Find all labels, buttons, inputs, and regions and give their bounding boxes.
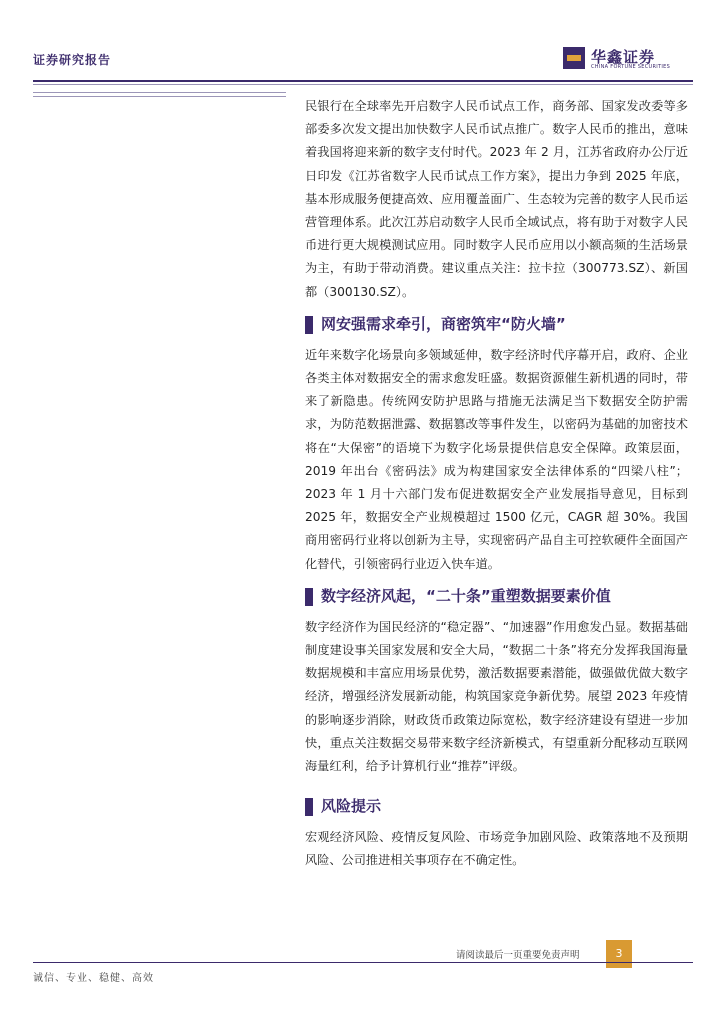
sidebar-rule [33,92,286,93]
section-marker [305,316,313,334]
body-paragraph: 民银行在全球率先开启数字人民币试点工作，商务部、国家发改委等多部委多次发文提出加快数字人民币试点推广。数字人民币的推出，意味着我国将迎来新的数字支付时代。2023 年 2 月，江苏省政府办公厅近日印发《江苏省数字人民币试点工作方案》，提出力争到 2025 年底，基本形成服务便捷高效、应用覆盖面广、生态较为完善的数字人民币运营管理体系。此次江苏启动数字人民币全域试点，将有助于对数字人民币进行更大规模测试应用。同时数字人民币应用以小额高频的生活场景为主，有助于带动消费。建议重点关注：拉卡拉（300773.SZ）、新国都（300130.SZ）。 [305,99,688,299]
body-paragraph: 数字经济作为国民经济的“稳定器”、“加速器”作用愈发凸显。数据基础制度建设事关国家发展和安全大局，“数据二十条”将充分发挥我国海量数据规模和丰富应用场景优势，激活数据要素潜能，做强做优做大数字经济，增强经济发展新动能，构筑国家竞争新优势。展望 2023 年疫情的影响逐步消除，财政货币政策边际宽松，数字经济建设有望进一步加快，重点关注数据交易带来数字经济新模式，有望重新分配移动互联网海量红利，给予计算机行业“推荐”评级。 [305,619,688,774]
section-heading [305,792,688,822]
logo-english-name: CHINA FORTUNE SECURITIES [591,64,671,70]
section-title: 数字经济风起，“二十条”重塑数据要素价值 [321,586,611,605]
footer-motto: 诚信、专业、稳健、高效 [33,973,154,984]
header-rule [33,80,693,82]
header-rule-thin [33,84,693,85]
section-heading [305,582,688,612]
section-title: 网安强需求牵引，商密筑牢“防火墙” [321,314,566,333]
body-paragraph: 宏观经济风险、疫情反复风险、市场竞争加剧风险、政策落地不及预期风险、公司推进相关事项存在不确定性。 [305,830,688,868]
disclaimer-link[interactable]: 请阅读最后一页重要免责声明 [456,950,580,961]
page-number: 3 [606,940,632,968]
section-heading [305,310,688,340]
logo-icon [563,47,585,69]
section-marker [305,798,313,816]
footer-rule [33,962,693,963]
report-type-label: 证券研究报告 [33,53,112,67]
section-marker [305,588,313,606]
sidebar-rule [33,96,286,97]
company-logo [563,47,693,73]
main-content [305,95,688,873]
section-title: 风险提示 [321,797,382,816]
logo-name: 华鑫证券 [591,48,656,66]
body-paragraph: 近年来数字化场景向多领域延伸，数字经济时代序幕开启，政府、企业各类主体对数据安全的需求愈发旺盛。数据资源催生新机遇的同时，带来了新隐患。传统网安防护思路与措施无法满足当下数据安全防护需求，为防范数据泄露、数据篡改等事件发生，以密码为基础的加密技术将在“大保密”的语境下为数字化场景提供信息安全保障。政策层面，2019 年出台《密码法》成为构建国家安全法律体系的“四梁八柱”；2023 年 1 月十六部门发布促进数据安全产业发展指导意见，目标到 2025 年，数据安全产业规模超过 1500 亿元，CAGR 超 30%。我国商用密码行业将以创新为主导，实现密码产品自主可控软硬件全面国产化替代，引领密码行业迈入快车道。 [305,347,688,571]
